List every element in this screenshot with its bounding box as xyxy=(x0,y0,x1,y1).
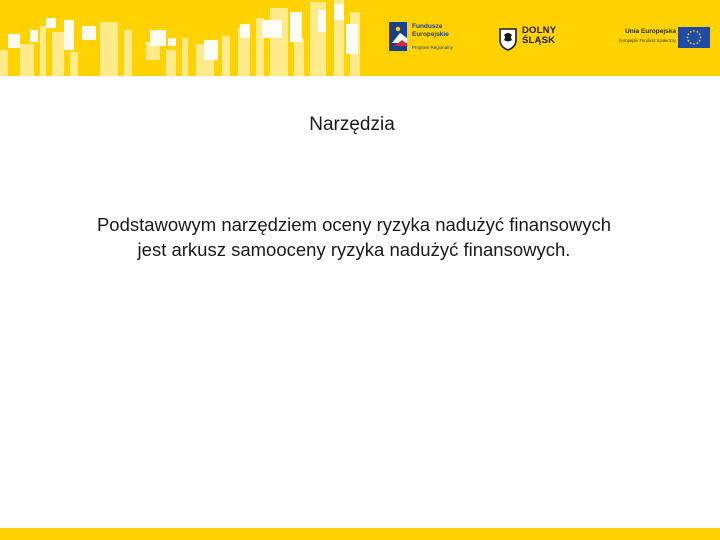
footer-bar xyxy=(0,528,720,540)
unia-europejska-name: Unia Europejska xyxy=(625,28,676,35)
eu-flag-icon xyxy=(678,27,710,48)
header-banner xyxy=(0,0,720,76)
unia-europejska-subtitle: Europejski Fundusz Społeczny xyxy=(618,38,676,43)
fundusze-europejskie-logo xyxy=(388,20,478,56)
fundusze-europejskie-name: Fundusze Europejskie xyxy=(412,23,449,38)
slide-body-line-1: Podstawowym narzędziem oceny ryzyka nadużyć finansowych xyxy=(96,214,612,235)
slide-body-line-2: jest arkusz samooceny ryzyka nadużyć finansowych. xyxy=(137,239,571,260)
decorative-squares-pattern xyxy=(0,0,372,76)
dolny-slask-logo xyxy=(498,26,570,54)
dolny-slask-name: DOLNY ŚLĄSK xyxy=(522,25,557,46)
slide-body-text xyxy=(40,212,668,262)
slide-title: Narzędzia xyxy=(309,114,395,135)
dolny-slask-crest-icon xyxy=(498,27,518,51)
fundusze-europejskie-subtitle: Program Regionalny xyxy=(412,45,454,50)
unia-europejska-logo xyxy=(602,26,712,50)
logos-strip xyxy=(372,0,720,76)
